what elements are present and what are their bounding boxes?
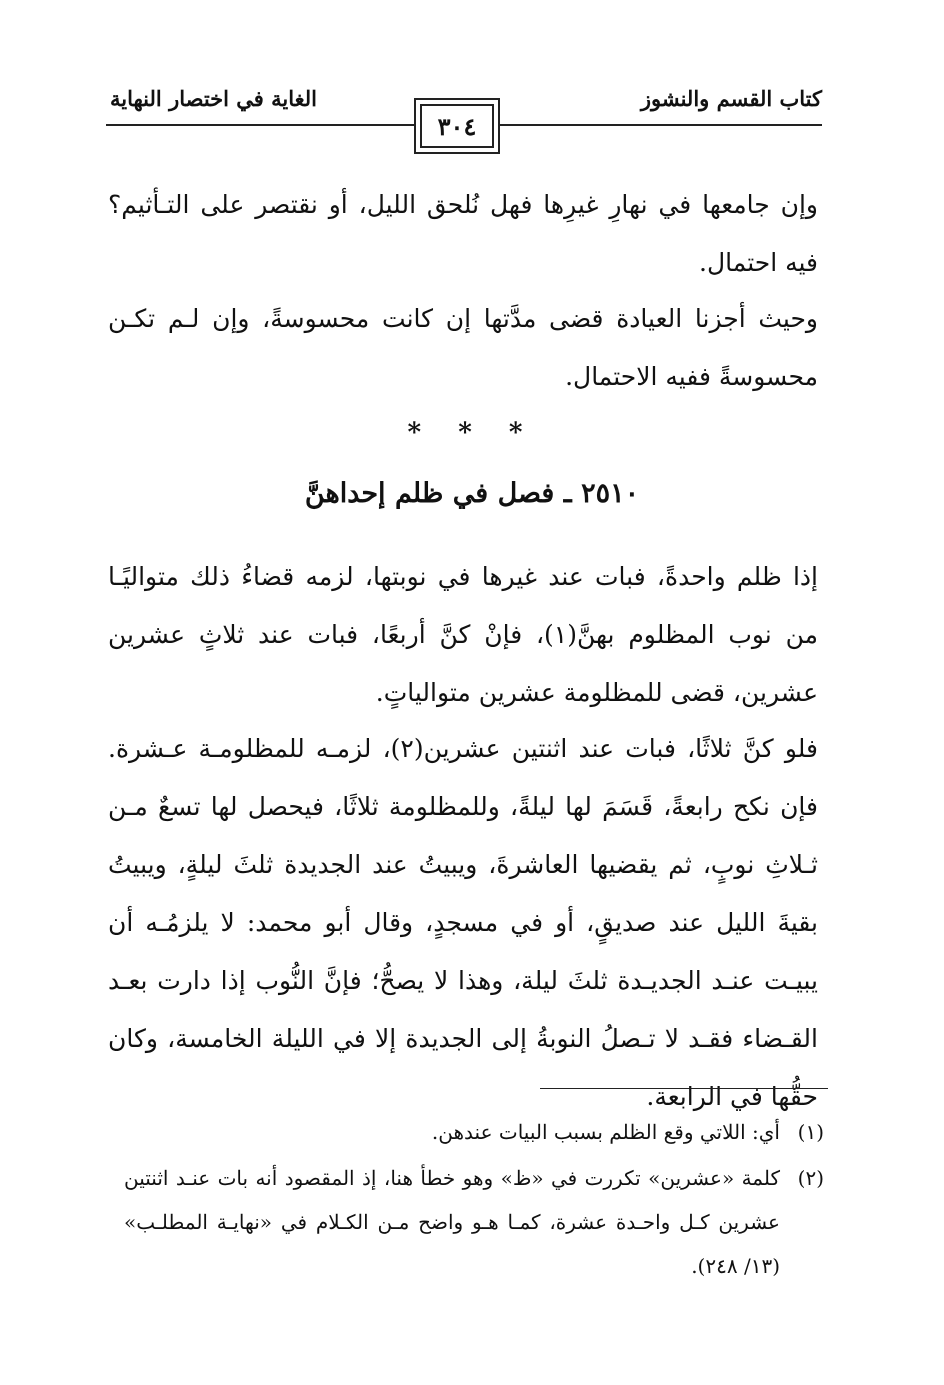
running-header-book-title: كتاب القسم والنشوز <box>640 86 822 111</box>
paragraph-3: إذا ظلم واحدةً، فبات عند غيرها في نوبتها، لزمه قضاءُ ذلك متواليًـا من نوب المظلوم بهنَّ(١)، فإنْ كنَّ أربعًا، فبات عند ثلاثٍ عشرين عشرين، قضى للمظلومة عشرين متوالياتٍ. <box>108 562 818 707</box>
footnote-text: أي: اللاتي وقع الظلم بسبب البيات عندهن. <box>431 1120 780 1144</box>
footnote-1 <box>124 1110 824 1154</box>
footnote-2 <box>124 1156 824 1288</box>
footnote-text: كلمة «عشرين» تكررت في «ظ» وهو خطأ هنا، إذ المقصود أنه بات عنـد اثنتين عشرين كـل واحـدة عشرة، كمـا هـو واضح مـن الكـلام في «نهايـة المطلـب» (١٣/ ٢٤٨). <box>124 1166 780 1278</box>
page-number-box <box>414 98 500 154</box>
section-separator-stars: * * * <box>407 418 537 448</box>
footnote-number: (١) <box>797 1120 824 1144</box>
footnote-number: (٢) <box>797 1166 824 1190</box>
paragraph-4: فلو كنَّ ثلاثًا، فبات عند اثنتين عشرين(٢)، لزمـه للمظلومـة عـشرة. فإن نكح رابعةً، قَسَمَ لها ليلةً، وللمظلومة ثلاثًا، فيحصل لها تسعٌ مـن ثـلاثِ نوبٍ، ثم يقضيها العاشرةَ، ويبيتُ عند الجديدة ثلثَ ليلةٍ، ويبيتُ بقيةَ الليل عند صديقٍ، أو في مسجدٍ، وقال أبو محمد: لا يلزمُـه أن يبيـت عنـد الجديـدة ثلثَ ليلة، وهذا لا يصحُّ؛ فإنَّ النُّوب إذا دارت بعـد القـضاء فقـد لا تـصلُ النوبةُ إلى الجديدة إلا في الليلة الخامسة، وكان حقُّها في الرابعة. <box>108 734 818 1111</box>
running-header-work-title: الغاية في اختصار النهاية <box>110 86 317 111</box>
paragraph-2: وحيث أجزنا العيادة قضى مدَّتها إن كانت محسوسةً، وإن لـم تكـن محسوسةً ففيه الاحتمال. <box>108 304 818 391</box>
section-heading: ٢٥١٠ ـ فصل في ظلم إحداهنَّ <box>304 478 640 509</box>
page-number: ٣٠٤ <box>437 111 477 141</box>
footnote-divider <box>540 1088 828 1089</box>
paragraph-1: وإن جامعها في نهارِ غيرِها فهل نُلحق الليل، أو نقتصر على التـأثيم؟ فيه احتمال. <box>108 190 818 277</box>
